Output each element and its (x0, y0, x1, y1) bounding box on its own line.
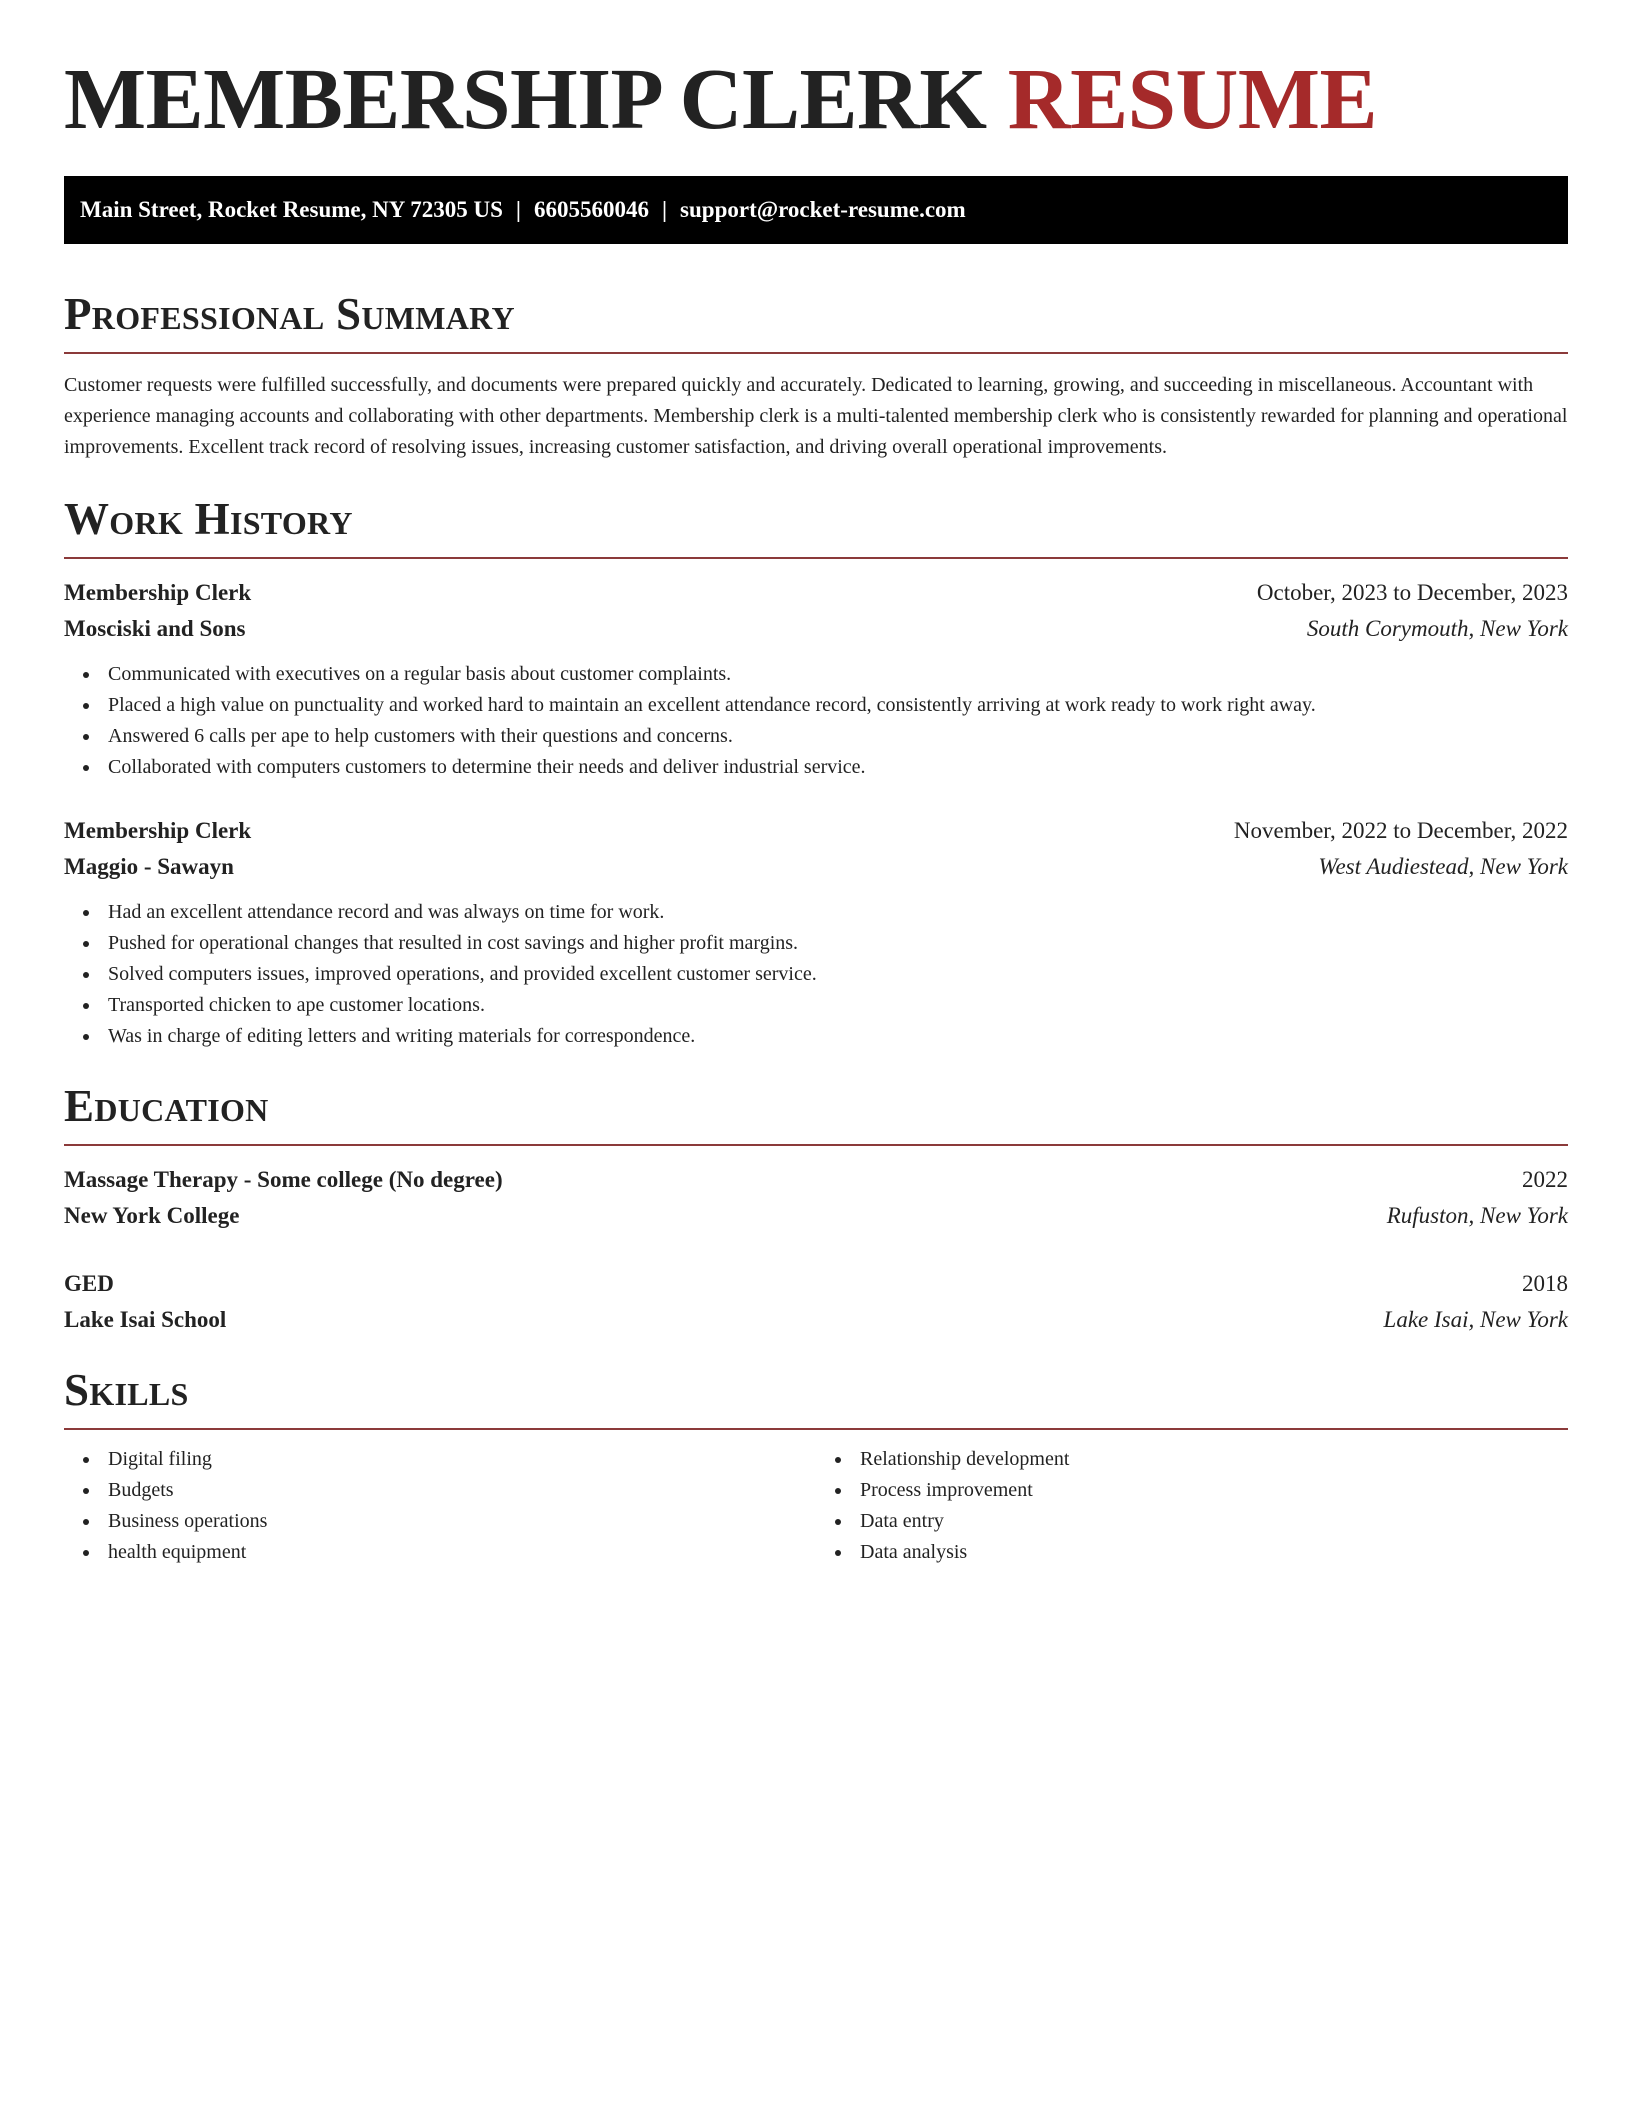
summary-text: Customer requests were fulfilled successfully, and documents were prepared quickly and accurately. Dedicated to learning, growing, and succeeding in miscellaneous. Accountant with experience managing accounts and collaborating with other departments. Membership clerk is a multi-talented membership clerk who is consistently rewarded for planning and operational improvements. Excellent track record of resolving issues, increasing customer satisfaction, and driving overall operational improvements. (64, 374, 1568, 458)
education-school-row (64, 1302, 1568, 1338)
job-company-row (64, 611, 1568, 647)
education-degree: GED (64, 1271, 114, 1296)
contact-separator: | (515, 197, 521, 222)
skill-item: health equipment (108, 1537, 816, 1568)
skill-item: Digital filing (108, 1444, 816, 1475)
education-section (64, 1080, 1568, 1338)
skills-columns (64, 1444, 1568, 1568)
education-school: Lake Isai School (64, 1307, 227, 1332)
education-year: 2022 (1522, 1167, 1568, 1192)
job-entry (64, 575, 1568, 783)
job-bullet: Had an excellent attendance record and was always on time for work. (108, 897, 1568, 928)
contact-email[interactable]: support@rocket-resume.com (680, 197, 966, 222)
education-location: Rufuston, New York (1386, 1203, 1568, 1228)
job-bullet: Placed a high value on punctuality and worked hard to maintain an excellent attendance record, consistently arriving at work ready to work right away. (108, 690, 1568, 721)
job-bullet: Pushed for operational changes that resulted in cost savings and higher profit margins. (108, 928, 1568, 959)
job-bullet: Solved computers issues, improved operations, and provided excellent customer service. (108, 959, 1568, 990)
job-bullet: Transported chicken to ape customer locations. (108, 990, 1568, 1021)
contact-bar (64, 176, 1568, 244)
job-bullet: Communicated with executives on a regular basis about customer complaints. (108, 659, 1568, 690)
job-title: Membership Clerk (64, 818, 252, 843)
section-heading-summary: Professional Summary (64, 289, 515, 339)
job-bullet: Was in charge of editing letters and writing materials for correspondence. (108, 1021, 1568, 1052)
job-dates: October, 2023 to December, 2023 (1256, 580, 1568, 605)
job-location: South Corymouth, New York (1306, 616, 1568, 641)
section-divider (64, 1144, 1568, 1146)
skill-item: Business operations (108, 1506, 816, 1537)
title-accent: RESUME (1007, 50, 1378, 147)
job-dates: November, 2022 to December, 2022 (1233, 818, 1568, 843)
job-company: Mosciski and Sons (64, 616, 246, 641)
education-degree-row (64, 1266, 1568, 1302)
section-divider (64, 1428, 1568, 1430)
education-entry (64, 1162, 1568, 1234)
resume-page (64, 0, 1568, 1568)
skill-item: Process improvement (860, 1475, 1568, 1506)
job-bullet: Collaborated with computers customers to determine their needs and deliver industrial service. (108, 752, 1568, 783)
job-title-row (64, 813, 1568, 849)
contact-separator: | (661, 197, 668, 222)
skill-item: Data analysis (860, 1537, 1568, 1568)
skill-item: Relationship development (860, 1444, 1568, 1475)
resume-title (64, 0, 1568, 146)
section-heading-skills: Skills (64, 1365, 189, 1415)
education-year: 2018 (1522, 1271, 1568, 1296)
skill-item: Data entry (860, 1506, 1568, 1537)
education-degree: Massage Therapy - Some college (No degree) (64, 1167, 503, 1192)
title-main: MEMBERSHIP CLERK (64, 50, 987, 147)
education-school: New York College (64, 1203, 240, 1228)
skill-item: Budgets (108, 1475, 816, 1506)
skills-list-right (816, 1444, 1568, 1568)
job-company-row (64, 849, 1568, 885)
section-divider (64, 557, 1568, 559)
job-title-row (64, 575, 1568, 611)
section-divider (64, 352, 1568, 354)
section-heading-education: Education (64, 1081, 269, 1131)
skills-section (64, 1364, 1568, 1568)
contact-address: Main Street, Rocket Resume, NY 72305 US (80, 197, 503, 222)
job-company: Maggio - Sawayn (64, 854, 234, 879)
work-history-section (64, 493, 1568, 1052)
job-title: Membership Clerk (64, 580, 252, 605)
summary-section (64, 288, 1568, 463)
contact-phone[interactable]: 6605560046 (533, 197, 649, 222)
skills-list-left (64, 1444, 816, 1568)
education-degree-row (64, 1162, 1568, 1198)
job-entry (64, 813, 1568, 1052)
job-bullet-list (64, 659, 1568, 783)
job-bullet: Answered 6 calls per ape to help customers with their questions and concerns. (108, 721, 1568, 752)
education-entry (64, 1266, 1568, 1338)
job-bullet-list (64, 897, 1568, 1052)
education-school-row (64, 1198, 1568, 1234)
job-location: West Audiestead, New York (1318, 854, 1568, 879)
section-heading-work-history: Work History (64, 494, 353, 544)
education-location: Lake Isai, New York (1383, 1307, 1568, 1332)
